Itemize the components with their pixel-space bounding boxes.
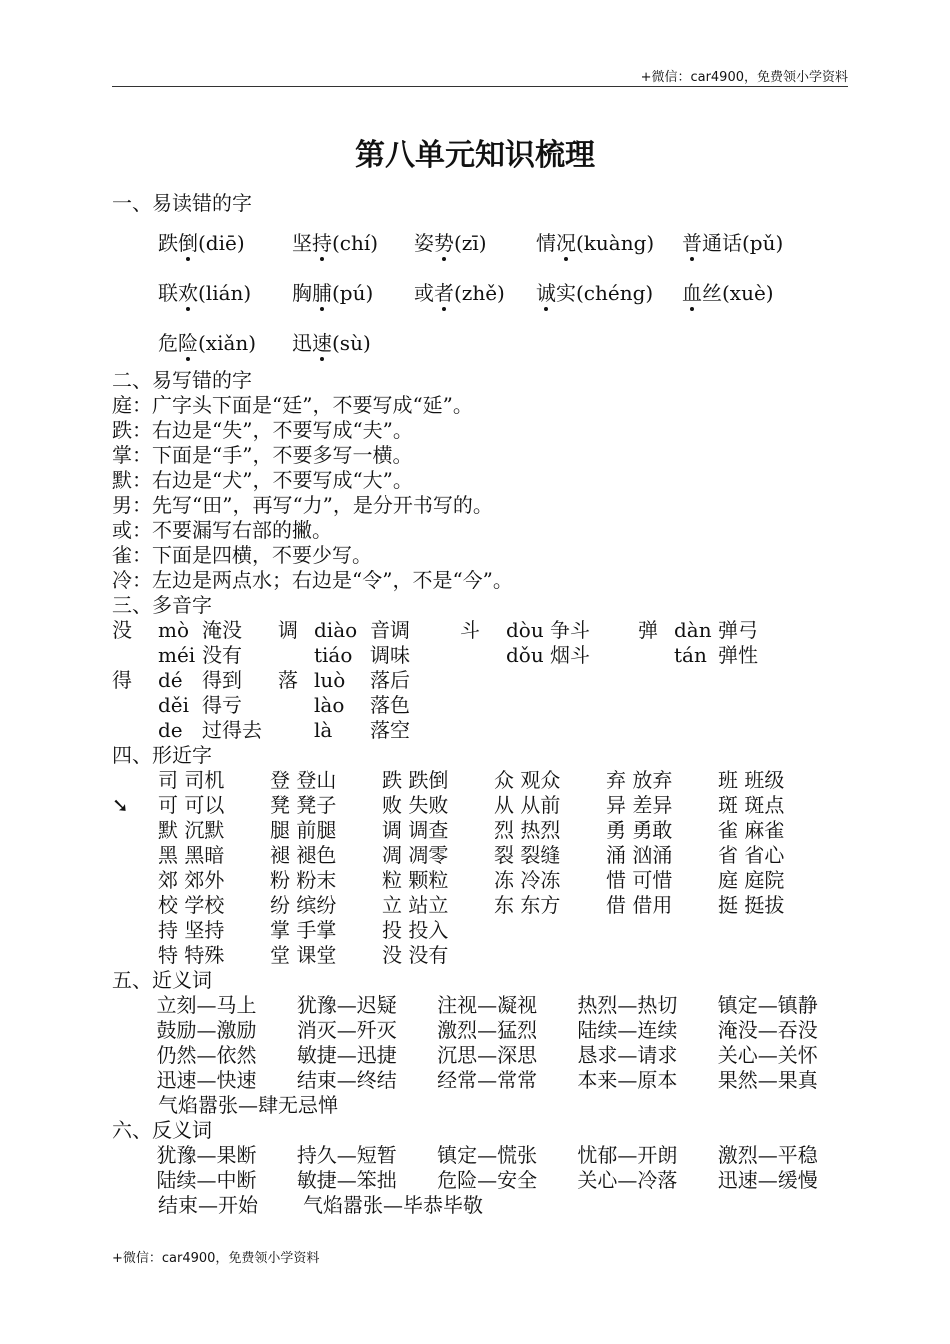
word: 得到 (202, 668, 242, 692)
similar-shape-row (112, 893, 858, 918)
shape-pair: 腿 前腿 (270, 818, 337, 842)
synonym-pair: 经常—常常 (437, 1068, 538, 1092)
synonym-pair: 本来—原本 (577, 1068, 678, 1092)
pinyin: lào (314, 693, 345, 717)
similar-shape-row (112, 818, 858, 843)
shape-pair: 校 学校 (158, 893, 225, 917)
shape-pair: 弃 放弃 (606, 768, 673, 792)
shape-pair: 借 借用 (606, 893, 673, 917)
antonym-pair: 激烈—平稳 (717, 1143, 818, 1167)
shape-pair: 黑 黑暗 (158, 843, 225, 867)
pinyin: là (314, 718, 333, 742)
similar-shape-row (112, 793, 858, 818)
miswrite-note: 或：不要漏写右部的撇。 (112, 518, 332, 542)
pinyin: mò (158, 618, 190, 642)
section-heading-similar-shapes: 四、形近字 (112, 743, 212, 767)
polyphone-char (460, 643, 506, 668)
shape-pair: 投 投入 (382, 918, 449, 942)
misread-word: 姿势(zī) (414, 231, 487, 255)
antonym-row (112, 1143, 858, 1168)
shape-pair: 勇 勇敢 (606, 818, 673, 842)
antonym-pair: 结束—开始 (158, 1193, 258, 1217)
synonym-row (112, 993, 858, 1018)
word: 没有 (202, 643, 242, 667)
polyphone-table (112, 618, 858, 743)
shape-pair: 默 沉默 (158, 818, 225, 842)
synonym-row (112, 1043, 858, 1068)
shape-pair: 凳 凳子 (270, 793, 337, 817)
misread-word: 情况(kuàng) (536, 231, 655, 255)
antonym-row (112, 1193, 858, 1218)
polyphone-char: 弹 (638, 618, 658, 642)
polyphone-row (112, 618, 858, 643)
shape-pair: 立 站立 (382, 893, 449, 917)
synonym-row (112, 1068, 858, 1093)
arrow-icon: ➘ (112, 793, 129, 817)
pinyin: dòu (506, 618, 544, 642)
misread-row (112, 218, 858, 268)
synonym-pair: 结束—终结 (296, 1068, 397, 1092)
similar-shape-row (112, 943, 858, 968)
pinyin: děi (158, 693, 190, 717)
misread-word: 胸脯(pú) (292, 281, 374, 305)
word: 得亏 (202, 693, 242, 717)
synonym-pair: 镇定—镇静 (717, 993, 818, 1017)
misread-word: 危险(xiǎn) (158, 331, 257, 355)
antonym-table (112, 1143, 858, 1218)
pinyin: dé (158, 668, 183, 692)
shape-pair: 纷 缤纷 (270, 893, 337, 917)
antonym-pair: 气焰嚣张—毕恭毕敬 (303, 1193, 483, 1217)
shape-pair: 异 差异 (606, 793, 673, 817)
shape-pair: 可 可以 (158, 793, 225, 817)
polyphone-char (112, 643, 158, 668)
polyphone-row (112, 643, 858, 668)
antonym-pair: 陆续—中断 (156, 1168, 257, 1192)
polyphone-char: 得 (112, 668, 132, 692)
shape-pair: 没 没有 (382, 943, 449, 967)
polyphone-char (278, 718, 314, 743)
section-heading-antonyms: 六、反义词 (112, 1118, 212, 1142)
synonym-pair: 陆续—连续 (577, 1018, 678, 1042)
polyphone-row (112, 693, 858, 718)
synonym-pair: 激烈—猛烈 (437, 1018, 538, 1042)
shape-pair: 粉 粉末 (270, 868, 337, 892)
shape-pair: 斑 斑点 (718, 793, 785, 817)
shape-pair: 掌 手掌 (270, 918, 337, 942)
shape-pair: 特 特殊 (158, 943, 225, 967)
pinyin: luò (314, 668, 346, 692)
misread-word: 或者(zhě) (414, 281, 505, 305)
misread-word: 联欢(lián) (158, 281, 252, 305)
misread-row (112, 268, 858, 318)
word: 音调 (370, 618, 410, 642)
shape-pair: 败 失败 (382, 793, 449, 817)
synonym-row (112, 1093, 858, 1118)
misread-word: 跌倒(diē) (158, 231, 245, 255)
synonym-pair: 气焰嚣张—肆无忌惮 (158, 1093, 338, 1117)
word: 过得去 (202, 718, 262, 742)
synonym-table (112, 993, 858, 1118)
section-heading-easy-miswrite: 二、易写错的字 (112, 368, 252, 392)
shape-pair: 挺 挺拔 (718, 893, 785, 917)
shape-pair: 堂 课堂 (270, 943, 337, 967)
header-divider (112, 86, 848, 87)
shape-pair: 冻 冷冻 (494, 868, 561, 892)
polyphone-char (278, 643, 314, 668)
shape-pair: 涌 汹涌 (606, 843, 673, 867)
shape-pair: 跌 跌倒 (382, 768, 449, 792)
misread-row (112, 318, 858, 368)
misread-list (112, 218, 858, 368)
antonym-pair: 危险—安全 (437, 1168, 538, 1192)
similar-shape-table (112, 768, 858, 968)
synonym-pair: 犹豫—迟疑 (296, 993, 397, 1017)
antonym-pair: 镇定—慌张 (437, 1143, 538, 1167)
polyphone-row (112, 668, 858, 693)
shape-pair: 褪 褪色 (270, 843, 337, 867)
shape-pair: 郊 郊外 (158, 868, 225, 892)
shape-pair: 雀 麻雀 (718, 818, 785, 842)
polyphone-char (112, 693, 158, 718)
misread-word: 坚持(chí) (292, 231, 379, 255)
synonym-pair: 沉思—深思 (437, 1043, 538, 1067)
synonym-pair: 消灭—歼灭 (296, 1018, 397, 1042)
word: 弹性 (718, 643, 758, 667)
shape-pair: 粒 颗粒 (382, 868, 449, 892)
word: 淹没 (202, 618, 242, 642)
synonym-pair: 迅速—快速 (156, 1068, 257, 1092)
synonym-pair: 仍然—依然 (156, 1043, 257, 1067)
miswrite-note: 雀：下面是四横，不要少写。 (112, 543, 372, 567)
shape-pair: 调 调查 (382, 818, 449, 842)
shape-pair: 持 坚持 (158, 918, 225, 942)
miswrite-note: 庭：广字头下面是“廷”，不要写成“延”。 (112, 393, 473, 417)
synonym-row (112, 1018, 858, 1043)
pinyin: tán (674, 643, 707, 667)
shape-pair: 司 司机 (158, 768, 225, 792)
shape-pair: 凋 凋零 (382, 843, 449, 867)
antonym-pair: 关心—冷落 (577, 1168, 678, 1192)
polyphone-char: 调 (278, 618, 298, 642)
section-heading-synonyms: 五、近义词 (112, 968, 212, 992)
miswrite-note: 男：先写“田”，再写“力”，是分开书写的。 (112, 493, 493, 517)
misread-word: 普通话(pǔ) (682, 231, 784, 255)
miswrite-note: 默：右边是“犬”，不要写成“大”。 (112, 468, 413, 492)
synonym-pair: 注视—凝视 (437, 993, 538, 1017)
word: 落空 (370, 718, 410, 742)
synonym-pair: 鼓励—激励 (156, 1018, 257, 1042)
polyphone-char (112, 718, 158, 743)
pinyin: dǒu (506, 643, 544, 667)
section-heading-easy-misread: 一、易读错的字 (112, 191, 252, 215)
synonym-pair: 恳求—请求 (577, 1043, 678, 1067)
miswrite-note: 掌：下面是“手”，不要多写一横。 (112, 443, 413, 467)
synonym-pair: 淹没—吞没 (717, 1018, 818, 1042)
pinyin: diào (314, 618, 358, 642)
shape-pair: 登 登山 (270, 768, 337, 792)
shape-pair: 裂 裂缝 (494, 843, 561, 867)
shape-pair: 从 从前 (494, 793, 561, 817)
pinyin: de (158, 718, 183, 742)
shape-pair: 烈 热烈 (494, 818, 561, 842)
shape-pair: 东 东方 (494, 893, 561, 917)
similar-shape-row (112, 843, 858, 868)
word: 弹弓 (718, 618, 758, 642)
misread-word: 诚实(chéng) (536, 281, 654, 305)
similar-shape-row (112, 768, 858, 793)
section-heading-polyphones: 三、多音字 (112, 593, 212, 617)
word: 调味 (370, 643, 410, 667)
antonym-pair: 犹豫—果断 (156, 1143, 257, 1167)
polyphone-char: 落 (278, 668, 298, 692)
shape-pair: 惜 可惜 (606, 868, 673, 892)
misread-word: 血丝(xuè) (682, 281, 774, 305)
word: 落色 (370, 693, 410, 717)
synonym-pair: 关心—关怀 (717, 1043, 818, 1067)
shape-pair: 班 班级 (718, 768, 785, 792)
synonym-pair: 立刻—马上 (156, 993, 257, 1017)
shape-pair: 省 省心 (718, 843, 785, 867)
misread-word: 迅速(sù) (292, 331, 371, 355)
miswrite-note: 冷：左边是两点水；右边是“令”，不是“今”。 (112, 568, 513, 592)
header-note: +微信：car4900，免费领小学资料 (640, 70, 848, 85)
antonym-pair: 持久—短暂 (296, 1143, 397, 1167)
shape-pair: 众 观众 (494, 768, 561, 792)
synonym-pair: 敏捷—迅捷 (296, 1043, 397, 1067)
antonym-pair: 忧郁—开朗 (577, 1143, 678, 1167)
similar-shape-row (112, 918, 858, 943)
polyphone-char (638, 643, 674, 668)
synonym-pair: 热烈—热切 (577, 993, 678, 1017)
document-body (112, 188, 858, 1218)
pinyin: méi (158, 643, 196, 667)
word: 烟斗 (550, 643, 590, 667)
miswrite-note: 跌：右边是“失”，不要写成“夫”。 (112, 418, 413, 442)
antonym-row (112, 1168, 858, 1193)
polyphone-char: 没 (112, 618, 132, 642)
similar-shape-row (112, 868, 858, 893)
polyphone-char: 斗 (460, 618, 480, 642)
word: 争斗 (550, 618, 590, 642)
word: 落后 (370, 668, 410, 692)
synonym-pair: 果然—果真 (717, 1068, 818, 1092)
antonym-pair: 迅速—缓慢 (717, 1168, 818, 1192)
pinyin: tiáo (314, 643, 353, 667)
pinyin: dàn (674, 618, 712, 642)
polyphone-char (278, 693, 314, 718)
antonym-pair: 敏捷—笨拙 (296, 1168, 397, 1192)
footer-note: +微信：car4900，免费领小学资料 (112, 1251, 320, 1266)
shape-pair: 庭 庭院 (718, 868, 785, 892)
polyphone-row (112, 718, 858, 743)
page-title: 第八单元知识梳理 (355, 138, 595, 173)
